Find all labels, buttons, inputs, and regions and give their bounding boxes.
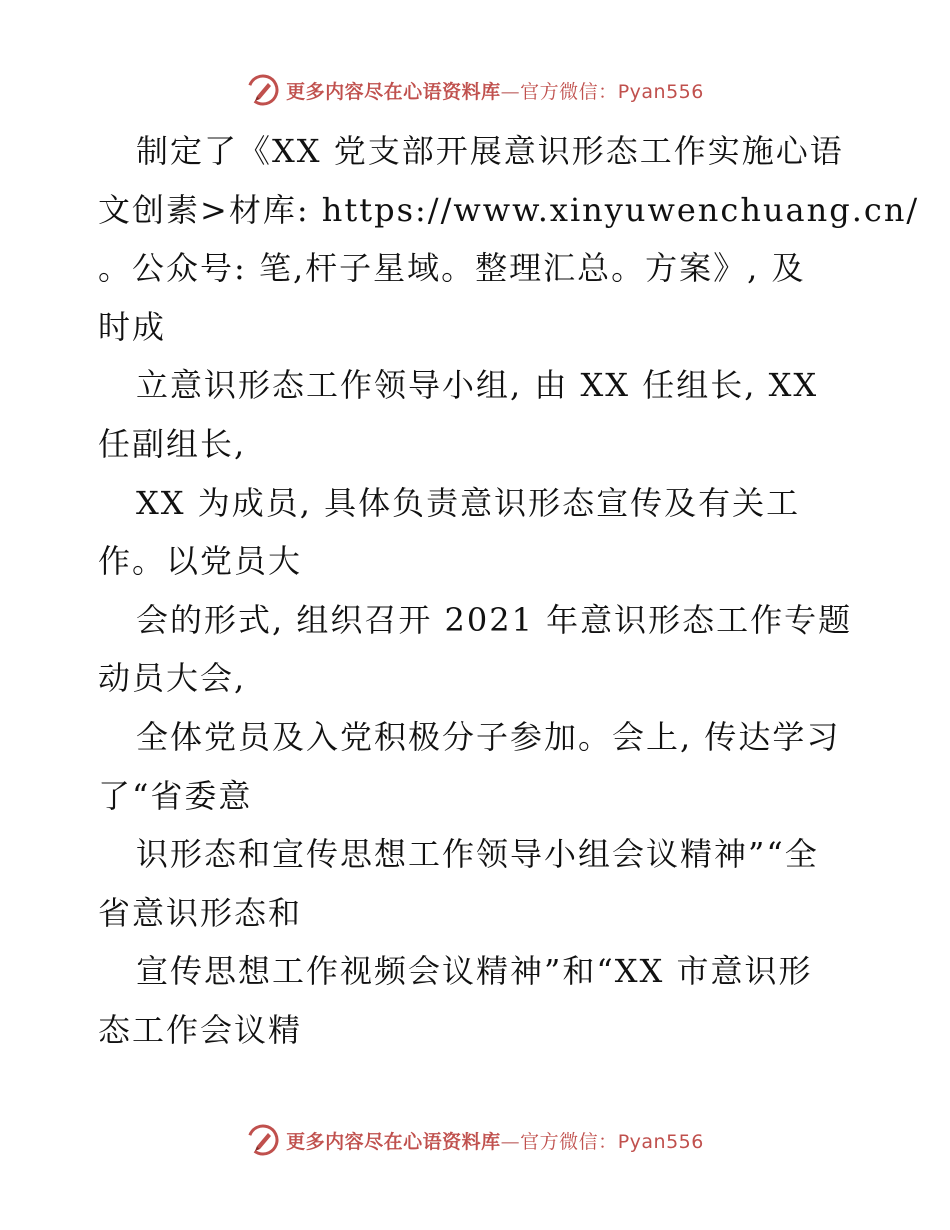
header-banner-slogan: 更多内容尽在心语资料库 [286,80,501,103]
footer-banner [0,1120,950,1160]
text-line: 态工作会议精 [98,1010,303,1049]
text-line: XX 为成员, 具体负责意识形态宣传及有关工 [136,483,801,522]
text-line: 了“省委意 [98,776,253,815]
text-line: 。公众号: 笔,杆子星域。整理汇总。方案》, 及 [98,249,806,288]
text-line: 制定了《XX 党支部开展意识形态工作实施心语 [136,132,844,170]
footer-banner-separator: — [500,1130,521,1153]
footer-banner-account: Pyan556 [617,1130,704,1153]
text-line: 识形态和宣传思想工作领导小组会议精神”“全 [136,835,819,874]
text-line: 立意识形态工作领导小组, 由 XX 任组长, XX [136,366,819,405]
text-line: 宣传思想工作视频会议精神”和“XX 市意识形 [136,952,813,991]
footer-banner-text [286,1127,704,1154]
document-body [98,122,920,1060]
footer-banner-slogan: 更多内容尽在心语资料库 [286,1130,501,1153]
header-banner-separator: — [500,80,521,103]
text-line: 文创素>材库: https://www.xinyuwenchuang.cn/ [98,190,920,229]
footer-banner-label: 官方微信： [520,1130,618,1153]
text-line: 会的形式, 组织召开 2021 年意识形态工作专题 [136,600,853,639]
header-banner-account: Pyan556 [617,80,704,103]
text-line: 全体党员及入党积极分子参加。会上, 传达学习 [136,717,841,756]
text-line: 时成 [98,307,167,346]
pen-logo-icon [246,73,280,107]
text-line: 省意识形态和 [98,893,303,932]
text-line: 动员大会, [98,659,247,698]
header-banner [0,70,950,110]
header-banner-label: 官方微信： [520,80,618,103]
pen-logo-icon [246,1123,280,1157]
header-banner-text [286,77,704,104]
text-line: 作。以党员大 [98,542,303,581]
text-line: 任副组长, [98,424,247,463]
